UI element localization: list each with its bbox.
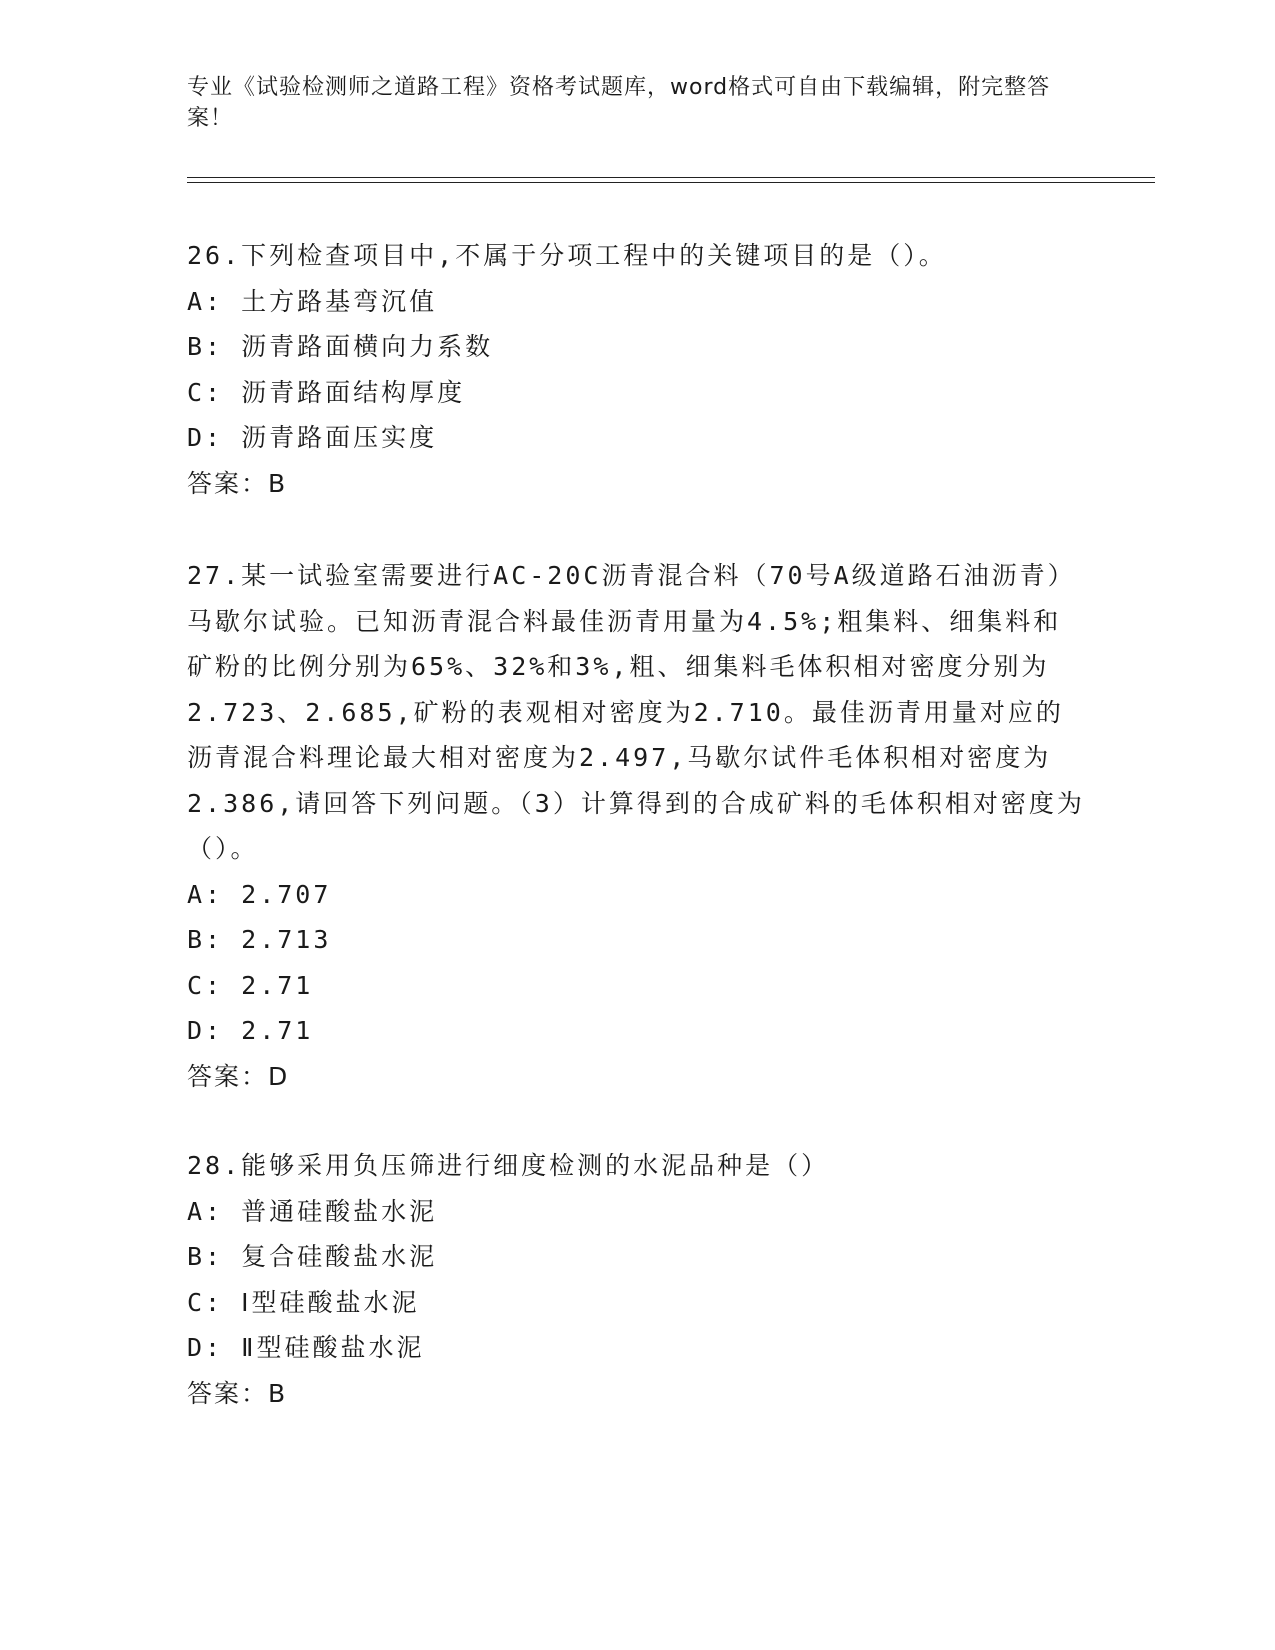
answer-line: 答案：B (187, 468, 288, 498)
question-stem: 28.能够采用负压筛进行细度检测的水泥品种是（） (187, 1151, 830, 1180)
question-stem: 26.下列检查项目中,不属于分项工程中的关键项目的是（）。 (187, 241, 947, 270)
answer-line: 答案：B (187, 1378, 288, 1408)
option-c: C: 沥青路面结构厚度 (187, 377, 466, 407)
option-d: D: 2.71 (187, 1016, 314, 1045)
option-d: D: 沥青路面压实度 (187, 423, 438, 452)
question-stem: 27.某一试验室需要进行AC-20C沥青混合料（70号A级道路石油沥青）马歇尔试验。已知沥青混合料最佳沥青用量为4.5%;粗集料、细集料和矿粉的比例分别为65%、32%和3%,粗、细集料毛体积相对密度分别为2.723、2.685,矿粉的表观相对密度为2.710。最佳沥青用量对应的沥青混合料理论最大相对密度为2.497,马歇尔试件毛体积相对密度为2.386,请回答下列问题。（3）计算得到的合成矿料的毛体积相对密度为（）。 (187, 561, 1085, 863)
question-26 (187, 233, 1087, 506)
document-intro: 专业《试验检测师之道路工程》资格考试题库，word格式可自由下载编辑，附完整答案！ (187, 75, 1051, 131)
option-c: C: 2.71 (187, 970, 314, 1000)
option-a: A: 普通硅酸盐水泥 (187, 1196, 438, 1226)
option-a: A: 土方路基弯沉值 (187, 286, 438, 316)
question-28 (187, 1143, 1087, 1416)
option-d: D: Ⅱ型硅酸盐水泥 (187, 1333, 425, 1362)
question-27 (187, 553, 1087, 1099)
header-divider-bottom (187, 182, 1155, 183)
option-b: B: 沥青路面横向力系数 (187, 332, 494, 361)
option-c: C: Ⅰ型硅酸盐水泥 (187, 1287, 420, 1317)
option-b: B: 2.713 (187, 925, 332, 954)
answer-line: 答案：D (187, 1061, 290, 1091)
option-a: A: 2.707 (187, 879, 332, 909)
header-divider-top (187, 177, 1155, 178)
option-b: B: 复合硅酸盐水泥 (187, 1242, 438, 1271)
